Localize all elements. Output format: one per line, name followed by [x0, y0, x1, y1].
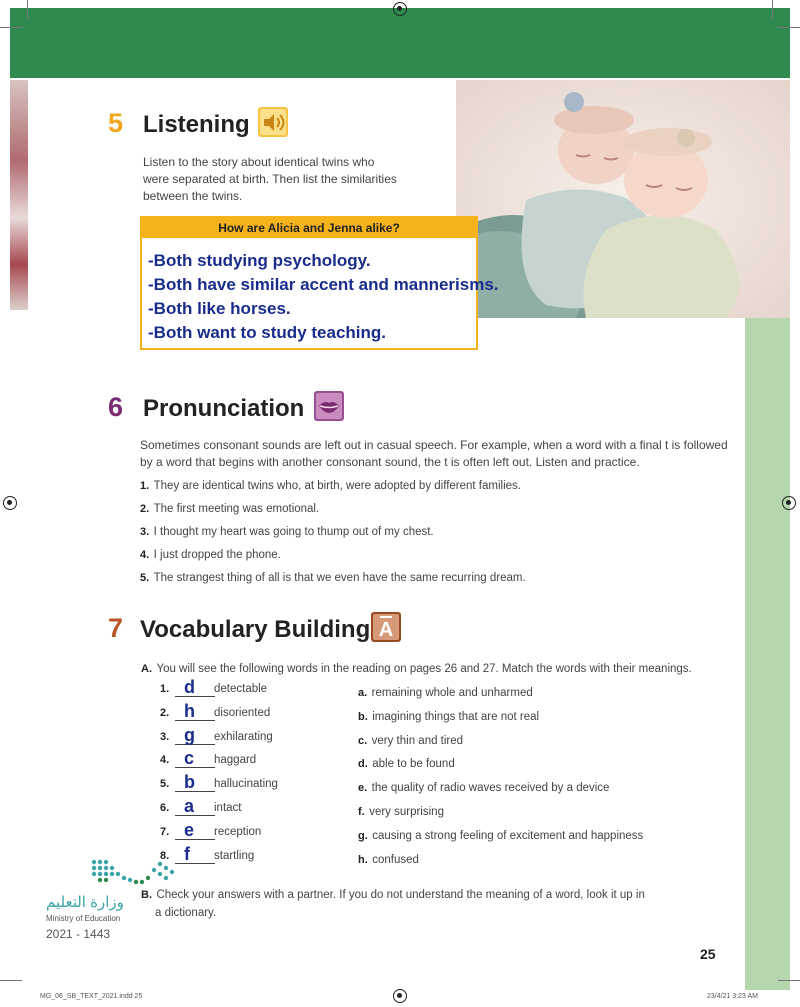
slug-file: MG_06_SB_TEXT_2021.indd 25: [40, 993, 143, 1000]
pronunciation-item: [140, 522, 434, 540]
vocab-meaning-row: [358, 754, 455, 772]
item-text: They are identical twins who, at birth, were adopted by different families.: [153, 480, 521, 492]
vocab-meaning-row: [358, 802, 444, 820]
left-edge-photo: [10, 80, 28, 310]
instruction-b: [141, 885, 741, 921]
intro-line: by a word that begins with another consonant sound, the t is often left out. Listen and practice.: [140, 455, 640, 469]
handwritten-answer: -Both want to study teaching.: [148, 323, 386, 342]
section-title: Pronunciation: [143, 395, 305, 422]
crop-mark: [27, 0, 28, 20]
handwritten-answer: b: [184, 772, 195, 793]
section6-intro: [140, 437, 740, 471]
edition-year: 2021 - 1443: [46, 927, 111, 941]
page-number: 25: [700, 946, 716, 962]
meaning-letter: a.: [358, 687, 368, 699]
vocab-meaning-row: [358, 826, 643, 844]
handwritten-answer: c: [184, 748, 195, 769]
handwritten-answer: h: [184, 700, 195, 721]
audio-speaker-icon: [258, 107, 288, 137]
meaning-text: remaining whole and unharmed: [371, 687, 533, 699]
instruction-a: [141, 659, 741, 677]
word-number: 2.: [160, 706, 170, 719]
intro-line: Sometimes consonant sounds are left out in casual speech. For example, when a word with a final t is followed: [140, 438, 728, 452]
svg-text:A: A: [378, 619, 394, 641]
section-title: Vocabulary Building: [140, 616, 371, 643]
ministry-arabic: وزارة التعليم: [46, 894, 124, 911]
handwritten-answer: a: [184, 796, 195, 816]
word-number: 8.: [160, 849, 170, 862]
word-number: 1.: [160, 683, 170, 695]
slug-date: 23/4/21 3:23 AM: [707, 993, 758, 1000]
handwritten-answer: f: [184, 843, 190, 864]
meaning-text: confused: [372, 853, 419, 866]
ministry-english: Ministry of Education: [46, 914, 121, 923]
instruction-text: You will see the following words in the reading on pages 26 and 27. Match the words with their meanings.: [156, 663, 692, 675]
registration-mark-icon: [393, 989, 407, 1003]
vocab-word: intact: [214, 802, 242, 814]
item-text: I thought my heart was going to thump out of my chest.: [153, 526, 434, 538]
answer-blank[interactable]: [175, 720, 215, 721]
meaning-text: very thin and tired: [371, 734, 464, 747]
section-number: 6: [108, 392, 124, 422]
meaning-letter: g.: [358, 829, 368, 842]
item-number: 3.: [140, 526, 150, 538]
item-number: 2.: [140, 503, 150, 515]
answer-blank[interactable]: [175, 696, 215, 697]
registration-mark-icon: [3, 496, 17, 510]
lips-icon: [314, 391, 344, 421]
pronunciation-item: [140, 499, 319, 517]
section-title: Listening: [143, 111, 250, 138]
intro-line: between the twins.: [143, 189, 243, 203]
vocab-word: detectable: [214, 683, 268, 695]
instruction-label: A.: [141, 663, 152, 675]
vocab-word: exhilarating: [214, 730, 273, 743]
twins-photo: [456, 80, 790, 318]
item-text: I just dropped the phone.: [153, 549, 281, 561]
meaning-letter: d.: [358, 758, 368, 771]
section-number: 7: [108, 613, 124, 643]
answer-blank[interactable]: [175, 815, 215, 816]
header-band: [10, 8, 790, 78]
vocab-word: startling: [214, 849, 255, 862]
item-text: The strangest thing of all is that we even have the same recurring dream.: [153, 572, 526, 584]
ministry-logo-icon: [88, 856, 178, 892]
word-number: 3.: [160, 730, 170, 743]
meaning-letter: c.: [358, 734, 368, 747]
item-number: 4.: [140, 549, 150, 561]
answer-blank[interactable]: [175, 744, 215, 745]
meaning-text: the quality of radio waves received by a device: [371, 782, 610, 795]
vocab-word: haggard: [214, 754, 257, 767]
pronunciation-item: [140, 476, 521, 494]
handwritten-answer: e: [184, 819, 195, 840]
meaning-letter: e.: [358, 782, 368, 795]
item-number: 5.: [140, 572, 150, 584]
word-number: 4.: [160, 754, 170, 767]
meaning-letter: h.: [358, 853, 368, 866]
intro-line: Listen to the story about identical twins who: [143, 155, 375, 169]
section-number: 5: [108, 108, 124, 138]
word-number: 6.: [160, 802, 170, 814]
section5-intro: [143, 154, 397, 205]
crop-mark: [0, 27, 22, 28]
meaning-letter: f.: [358, 806, 365, 818]
vocab-meaning-row: [358, 707, 539, 725]
answer-blank[interactable]: [175, 863, 215, 864]
meaning-text: able to be found: [372, 758, 455, 771]
instruction-text: Check your answers with a partner. If you do not understand the meaning of a word, look it up in: [156, 889, 645, 901]
pronunciation-item: [140, 568, 526, 586]
meaning-letter: b.: [358, 710, 368, 723]
crop-mark: [778, 27, 800, 28]
handwritten-answer: g: [184, 724, 195, 745]
meaning-text: causing a strong feeling of excitement and happiness: [372, 829, 644, 842]
answer-box-heading: How are Alicia and Jenna alike?: [142, 218, 476, 238]
item-number: 1.: [140, 480, 150, 492]
handwritten-answer: d: [184, 677, 195, 697]
meaning-text: very surprising: [369, 806, 444, 818]
handwritten-answer: -Both have similar accent and mannerisms.: [148, 275, 499, 294]
vocab-word: reception: [214, 825, 262, 838]
side-color-strip: [745, 318, 790, 990]
crop-mark: [778, 980, 800, 981]
answer-blank[interactable]: [175, 767, 215, 768]
vocab-word: disoriented: [214, 706, 271, 719]
vocab-meaning-row: [358, 850, 419, 868]
crop-mark: [772, 0, 773, 20]
crop-mark: [0, 980, 22, 981]
vocab-meaning-row: [358, 731, 463, 749]
answer-blank[interactable]: [175, 839, 215, 840]
registration-mark-icon: [393, 2, 407, 16]
intro-line: were separated at birth. Then list the similarities: [143, 172, 397, 186]
vocab-meaning-row: [358, 778, 609, 796]
instruction-text: a dictionary.: [155, 907, 217, 919]
instruction-label: B.: [141, 889, 152, 901]
item-text: The first meeting was emotional.: [153, 503, 320, 515]
word-number: 7.: [160, 825, 170, 838]
vocab-word: hallucinating: [214, 778, 278, 791]
word-number: 5.: [160, 778, 170, 791]
answer-blank[interactable]: [175, 791, 215, 792]
handwritten-answer: -Both like horses.: [148, 299, 291, 318]
handwritten-answer: -Both studying psychology.: [148, 251, 371, 270]
registration-mark-icon: [782, 496, 796, 510]
meaning-text: imagining things that are not real: [372, 710, 540, 723]
pronunciation-item: [140, 545, 281, 563]
vocab-meaning-row: [358, 683, 533, 701]
letter-a-icon: [371, 612, 401, 642]
